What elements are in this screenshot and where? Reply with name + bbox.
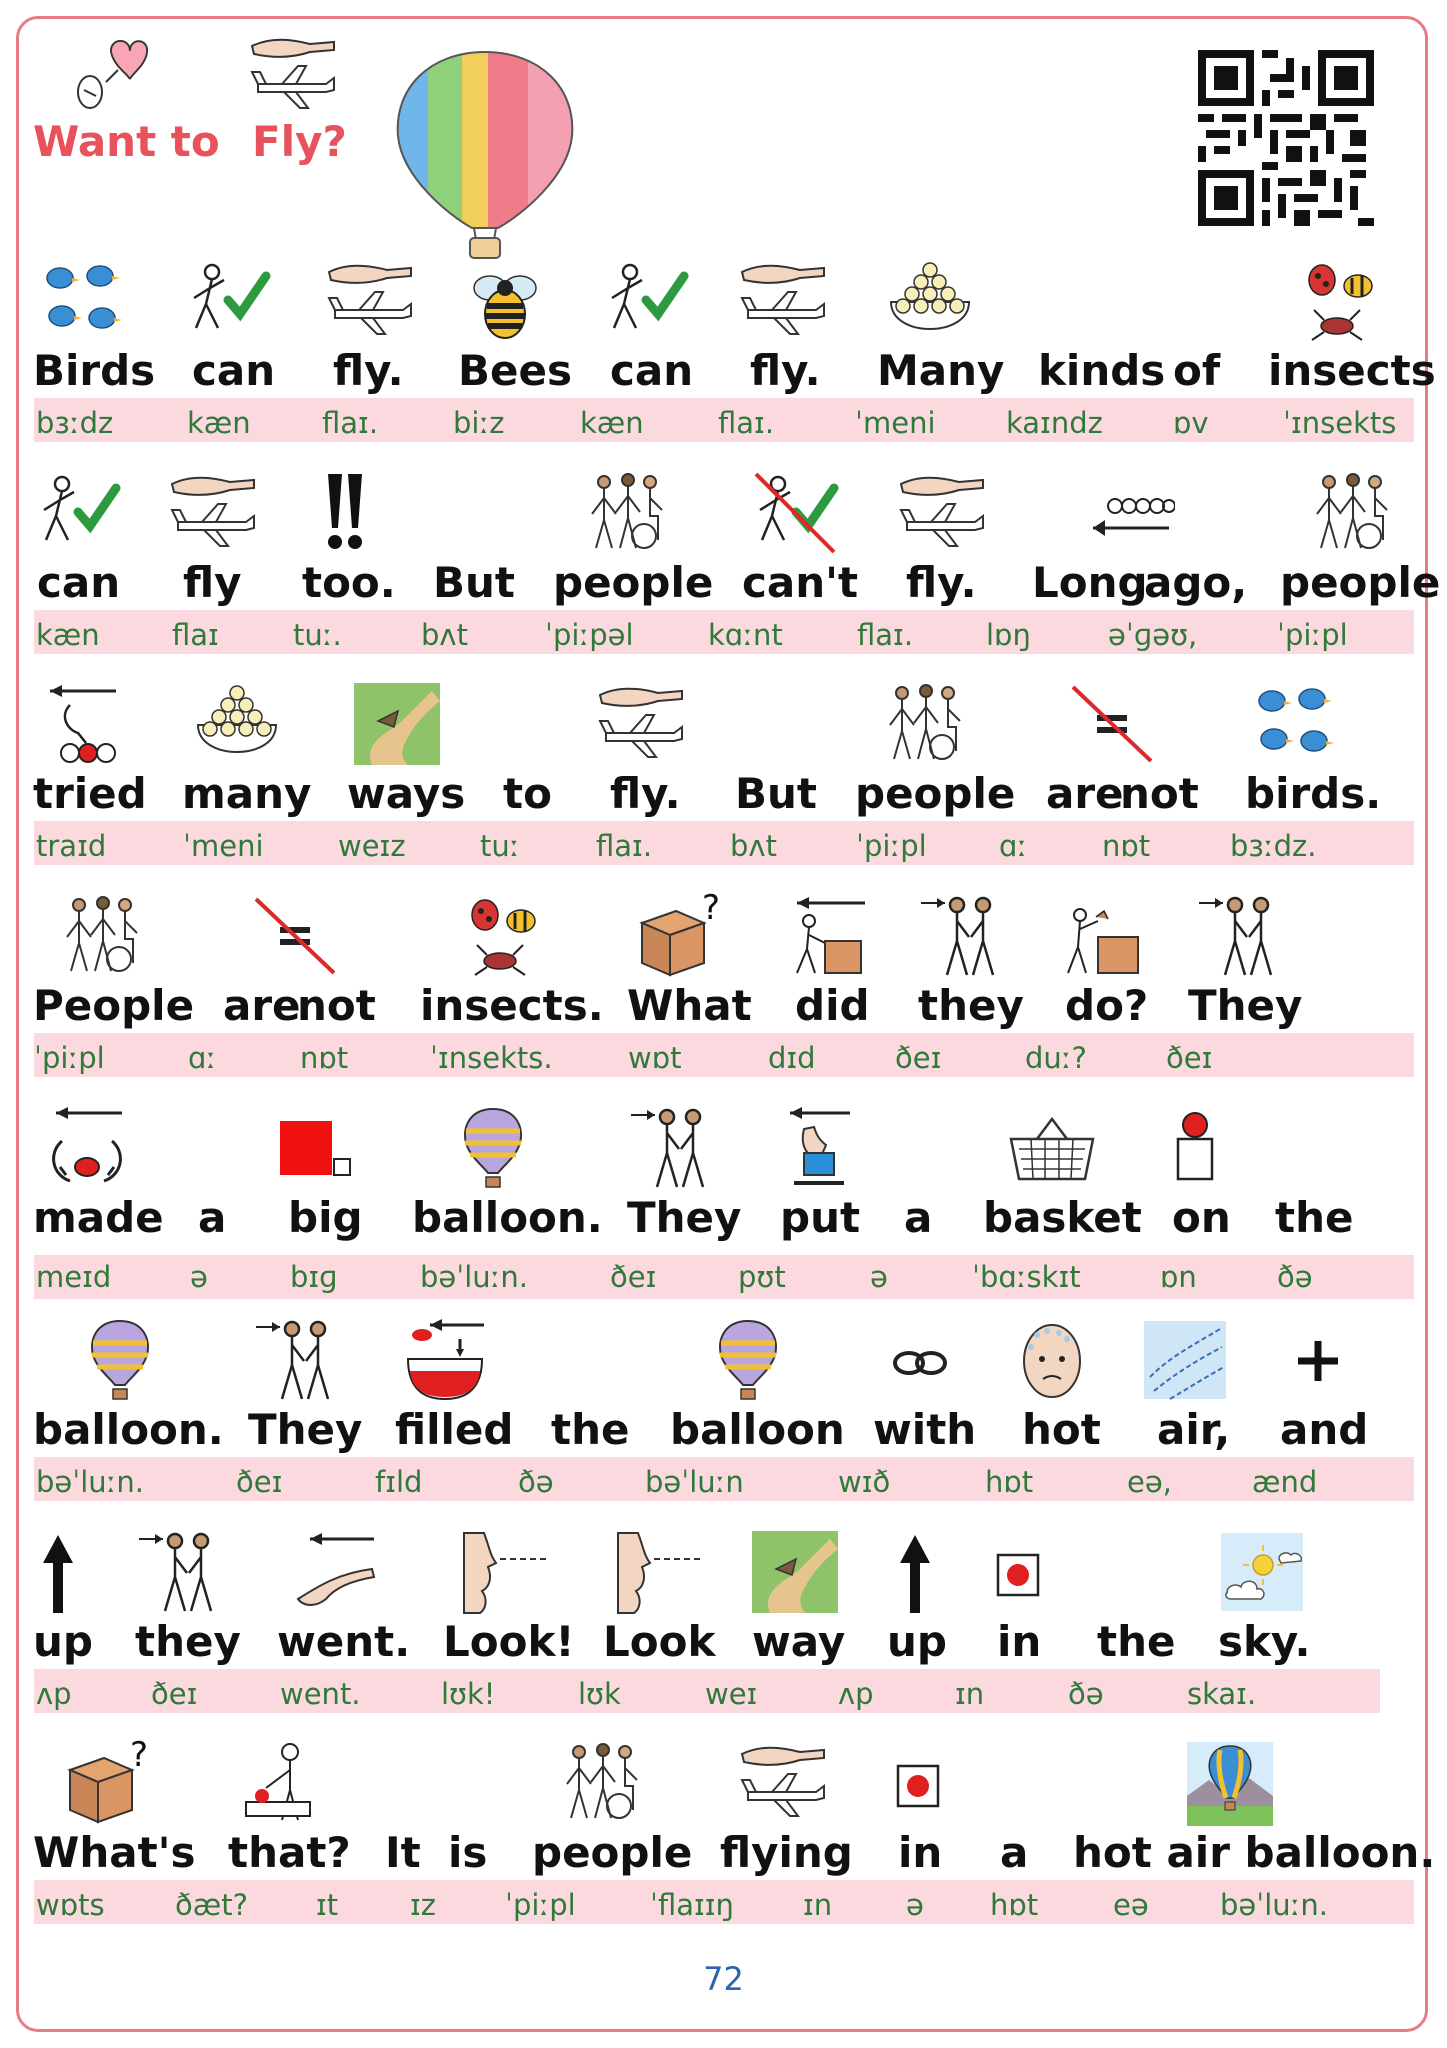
they-icon — [252, 1317, 342, 1403]
word: the — [1275, 1193, 1354, 1242]
ipa-text: ðə — [1068, 1677, 1104, 1711]
people-icon — [555, 1740, 645, 1826]
cannot-icon — [750, 470, 840, 556]
text-line-4 — [0, 893, 1447, 1103]
ipa-text: ðeɪ — [151, 1677, 198, 1711]
ipa-text: ˈɪnsekts — [1283, 406, 1397, 440]
ipa-text: meɪd — [36, 1260, 112, 1294]
people-icon — [1305, 470, 1395, 556]
word: hot — [1022, 1405, 1101, 1454]
ipa-text: ðæt? — [175, 1888, 248, 1922]
in-icon — [872, 1740, 962, 1826]
fly-plane-icon — [248, 32, 338, 118]
ipa-text: bɜːdz. — [1230, 829, 1317, 863]
what-box-icon — [60, 1740, 150, 1826]
word: sky. — [1218, 1617, 1311, 1666]
word: can't — [742, 558, 859, 607]
ipa-text: ə — [190, 1260, 208, 1294]
hot-face-icon — [1007, 1317, 1097, 1403]
word: Long — [1032, 558, 1148, 607]
birds-icon — [1250, 681, 1340, 767]
ipa-text: ɒv — [1173, 406, 1209, 440]
ipa-text: bəˈluːn. — [420, 1260, 529, 1294]
ipa-text: wɒt — [628, 1041, 682, 1075]
word: is — [448, 1828, 488, 1877]
word: of — [1173, 346, 1221, 395]
fly-plane-icon — [325, 258, 415, 344]
word: Birds — [33, 346, 156, 395]
word: fly. — [750, 346, 821, 395]
with-rings-icon — [875, 1317, 965, 1403]
word: But — [735, 769, 817, 818]
look-face-icon — [460, 1529, 550, 1615]
ipa-text: bəˈluːn. — [1220, 1888, 1329, 1922]
text-line-3 — [0, 681, 1447, 891]
ipa-text: ɑː — [188, 1041, 217, 1075]
ipa-text: əˈɡəʊ, — [1108, 618, 1198, 652]
word: Look! — [443, 1617, 575, 1666]
word: What — [627, 981, 752, 1030]
ipa-text: bəˈluːn — [645, 1465, 744, 1499]
air-wind-icon — [1140, 1317, 1230, 1403]
many-circles-icon — [192, 681, 282, 767]
ipa-text: dɪd — [768, 1041, 816, 1075]
ipa-text: ɪt — [316, 1888, 339, 1922]
ipa-text: ɪz — [410, 1888, 436, 1922]
ipa-text: ænd — [1252, 1465, 1318, 1499]
word: many — [182, 769, 312, 818]
in-icon — [972, 1529, 1062, 1615]
title-word-fly: Fly? — [252, 117, 347, 166]
made-icon — [42, 1105, 132, 1191]
ipa-text: ˈpiːpl — [505, 1888, 576, 1922]
ipa-text: nɒt — [300, 1041, 349, 1075]
not-equal-icon — [1067, 681, 1157, 767]
ipa-text: ˈpiːpl — [856, 829, 927, 863]
can-check-icon — [600, 258, 690, 344]
ipa-text: went. — [280, 1677, 361, 1711]
word: people — [532, 1828, 693, 1877]
ipa-text: ʌp — [36, 1677, 72, 1711]
word: people — [553, 558, 714, 607]
not-equal-icon — [250, 893, 340, 979]
ways-path-icon — [750, 1529, 840, 1615]
word: But — [433, 558, 515, 607]
ipa-text: ˈflaɪɪŋ — [650, 1888, 734, 1922]
word: They — [627, 1193, 742, 1242]
filled-icon — [400, 1317, 490, 1403]
ipa-text: ɒn — [1160, 1260, 1197, 1294]
balloon-small-icon — [75, 1317, 165, 1403]
word: fly. — [610, 769, 681, 818]
basket-icon — [1007, 1105, 1097, 1191]
word: basket — [983, 1193, 1142, 1242]
word: too. — [302, 558, 396, 607]
word: It — [385, 1828, 421, 1877]
word: people — [1280, 558, 1441, 607]
text-line-7 — [0, 1529, 1447, 1739]
up-arrow-icon — [13, 1529, 103, 1615]
word: on — [1172, 1193, 1231, 1242]
people-icon — [55, 893, 145, 979]
word: a — [904, 1193, 933, 1242]
ipa-text: biːz — [453, 406, 505, 440]
word: insects — [1268, 346, 1436, 395]
ipa-text: nɒt — [1102, 829, 1151, 863]
ipa-text: ɑː — [999, 829, 1028, 863]
ipa-text: ðeɪ — [895, 1041, 942, 1075]
word: They — [248, 1405, 363, 1454]
balloon-small-icon — [448, 1105, 538, 1191]
ipa-text: duː? — [1025, 1041, 1087, 1075]
ipa-text: weɪ — [705, 1677, 758, 1711]
they-icon — [917, 893, 1007, 979]
did-icon — [785, 893, 875, 979]
ipa-text: lɒŋ — [986, 618, 1031, 652]
word: in — [898, 1828, 943, 1877]
ipa-text: kæn — [187, 406, 251, 440]
double-exclamation-icon — [300, 470, 390, 556]
word: fly. — [333, 346, 404, 395]
ipa-text: ɪn — [803, 1888, 833, 1922]
word: ago, — [1144, 558, 1248, 607]
title-word-want-to: Want to — [33, 117, 220, 166]
word: kinds — [1038, 346, 1166, 395]
ipa-text: bɪɡ — [290, 1260, 338, 1294]
ipa-text: ˈbɑːskɪt — [972, 1260, 1081, 1294]
ipa-text: skaɪ. — [1187, 1677, 1257, 1711]
word: can — [610, 346, 694, 395]
text-line-8 — [0, 1740, 1447, 1950]
ipa-text: ə — [870, 1260, 888, 1294]
fly-plane-icon — [897, 470, 987, 556]
ipa-text: kaɪndz — [1006, 406, 1103, 440]
word: the — [1097, 1617, 1176, 1666]
word: fly. — [906, 558, 977, 607]
tried-icon — [40, 681, 130, 767]
ipa-text: tuː. — [293, 618, 342, 652]
word: to — [503, 769, 552, 818]
fly-plane-icon — [168, 470, 258, 556]
ipa-text: ðeɪ — [610, 1260, 657, 1294]
balloon-small-icon — [703, 1317, 793, 1403]
word: up — [887, 1617, 947, 1666]
they-icon — [627, 1105, 717, 1191]
ipa-text: ðə — [518, 1465, 554, 1499]
ipa-text: ˈpiːpl — [1277, 618, 1348, 652]
ipa-text: ðeɪ — [236, 1465, 283, 1499]
word: the — [551, 1405, 630, 1454]
ipa-text: wɒts — [36, 1888, 105, 1922]
ipa-text: tuː — [480, 829, 520, 863]
word: Bees — [458, 346, 572, 395]
long-ago-icon — [1085, 470, 1175, 556]
ipa-text: bɜːdz — [36, 406, 114, 440]
word: can — [192, 346, 276, 395]
ipa-text: ðeɪ — [1166, 1041, 1213, 1075]
ipa-text: lʊk! — [441, 1677, 496, 1711]
ipa-text: flaɪ. — [718, 406, 775, 440]
word: flying — [720, 1828, 853, 1877]
insects-icon — [1292, 258, 1382, 344]
ipa-text: kæn — [36, 618, 100, 652]
word: ways — [347, 769, 466, 818]
word: hot air balloon. — [1073, 1828, 1436, 1877]
ipa-text: ðə — [1277, 1260, 1313, 1294]
word: do? — [1065, 981, 1149, 1030]
word: air, — [1157, 1405, 1231, 1454]
ipa-text: bʌt — [730, 829, 777, 863]
can-check-icon — [182, 258, 272, 344]
word: and — [1280, 1405, 1369, 1454]
on-icon — [1150, 1105, 1240, 1191]
went-icon — [290, 1529, 380, 1615]
word: people — [855, 769, 1016, 818]
ipa-text: hɒt — [985, 1465, 1034, 1499]
what-box-icon — [632, 893, 722, 979]
text-line-1 — [0, 258, 1447, 468]
word: up — [33, 1617, 93, 1666]
ipa-text: hɒt — [990, 1888, 1039, 1922]
word: that? — [228, 1828, 351, 1877]
ipa-text: flaɪ. — [322, 406, 379, 440]
word: balloon. — [412, 1193, 603, 1242]
ipa-text: lʊk — [578, 1677, 621, 1711]
fly-plane-icon — [596, 681, 686, 767]
ipa-text: fɪld — [375, 1465, 423, 1499]
word: they — [918, 981, 1024, 1030]
text-line-2 — [0, 470, 1447, 680]
word: balloon — [670, 1405, 845, 1454]
text-line-5 — [0, 1105, 1447, 1315]
people-icon — [580, 470, 670, 556]
word: with — [873, 1405, 977, 1454]
word: balloon. — [33, 1405, 224, 1454]
ipa-text: ˈpiːpəl — [545, 618, 634, 652]
ipa-band — [34, 1255, 1414, 1299]
sky-icon — [1217, 1529, 1307, 1615]
ipa-text: eə, — [1127, 1465, 1172, 1499]
word: insects. — [420, 981, 604, 1030]
ipa-text: traɪd — [36, 829, 107, 863]
text-line-6 — [0, 1317, 1447, 1527]
balloon-scene-icon — [1185, 1740, 1275, 1826]
word: fly — [183, 558, 242, 607]
word: People — [33, 981, 195, 1030]
word: filled — [395, 1405, 514, 1454]
birds-icon — [38, 258, 128, 344]
word: What's — [33, 1828, 196, 1877]
word: put — [780, 1193, 861, 1242]
ipa-text: bʌt — [421, 618, 468, 652]
word: big — [288, 1193, 363, 1242]
insects-icon — [455, 893, 545, 979]
word: They — [1188, 981, 1303, 1030]
word: are — [223, 981, 301, 1030]
word: made — [33, 1193, 164, 1242]
ipa-text: ˈmeni — [183, 829, 264, 863]
ipa-text: ˈɪnsekts. — [430, 1041, 553, 1075]
ipa-text: ˈmeni — [855, 406, 936, 440]
word: not — [1120, 769, 1199, 818]
bee-icon — [460, 258, 550, 344]
word: birds. — [1245, 769, 1382, 818]
word: not — [297, 981, 376, 1030]
ipa-text: ə — [906, 1888, 924, 1922]
word: can — [37, 558, 121, 607]
word: they — [135, 1617, 241, 1666]
ipa-text: pʊt — [738, 1260, 786, 1294]
word: in — [997, 1617, 1042, 1666]
ipa-text: kɑːnt — [708, 618, 783, 652]
many-circles-icon — [885, 258, 975, 344]
want-symbol-icon — [62, 30, 162, 120]
word: Look — [603, 1617, 716, 1666]
word: a — [198, 1193, 227, 1242]
word: are — [1046, 769, 1124, 818]
ipa-text: eə — [1113, 1888, 1149, 1922]
that-icon — [232, 1740, 322, 1826]
word: did — [795, 981, 870, 1030]
they-icon — [135, 1529, 225, 1615]
up-arrow-icon — [870, 1529, 960, 1615]
ipa-text: ʌp — [838, 1677, 874, 1711]
can-check-icon — [32, 470, 122, 556]
people-icon — [878, 681, 968, 767]
plus-icon — [1273, 1317, 1363, 1403]
look-face-icon — [614, 1529, 704, 1615]
word: went. — [277, 1617, 411, 1666]
hot-air-balloon-icon — [390, 48, 580, 263]
ipa-text: ɪn — [955, 1677, 985, 1711]
word: way — [752, 1617, 846, 1666]
word: Many — [877, 346, 1005, 395]
word: tried — [33, 769, 147, 818]
word: a — [1000, 1828, 1029, 1877]
fly-plane-icon — [738, 1740, 828, 1826]
big-icon — [270, 1105, 360, 1191]
ipa-text: flaɪ. — [596, 829, 653, 863]
put-icon — [770, 1105, 860, 1191]
ipa-text: weɪz — [338, 829, 406, 863]
ipa-text: flaɪ. — [857, 618, 914, 652]
ipa-text: ˈpiːpl — [34, 1041, 105, 1075]
fly-plane-icon — [738, 258, 828, 344]
ipa-text: kæn — [580, 406, 644, 440]
qr-code-icon — [1198, 50, 1374, 226]
do-icon — [1060, 893, 1150, 979]
they-icon — [1195, 893, 1285, 979]
ipa-text: bəˈluːn. — [36, 1465, 145, 1499]
ways-path-icon — [352, 681, 442, 767]
page-number: 72 — [703, 1960, 744, 1998]
ipa-text: wɪð — [838, 1465, 891, 1499]
ipa-text: flaɪ — [172, 618, 219, 652]
